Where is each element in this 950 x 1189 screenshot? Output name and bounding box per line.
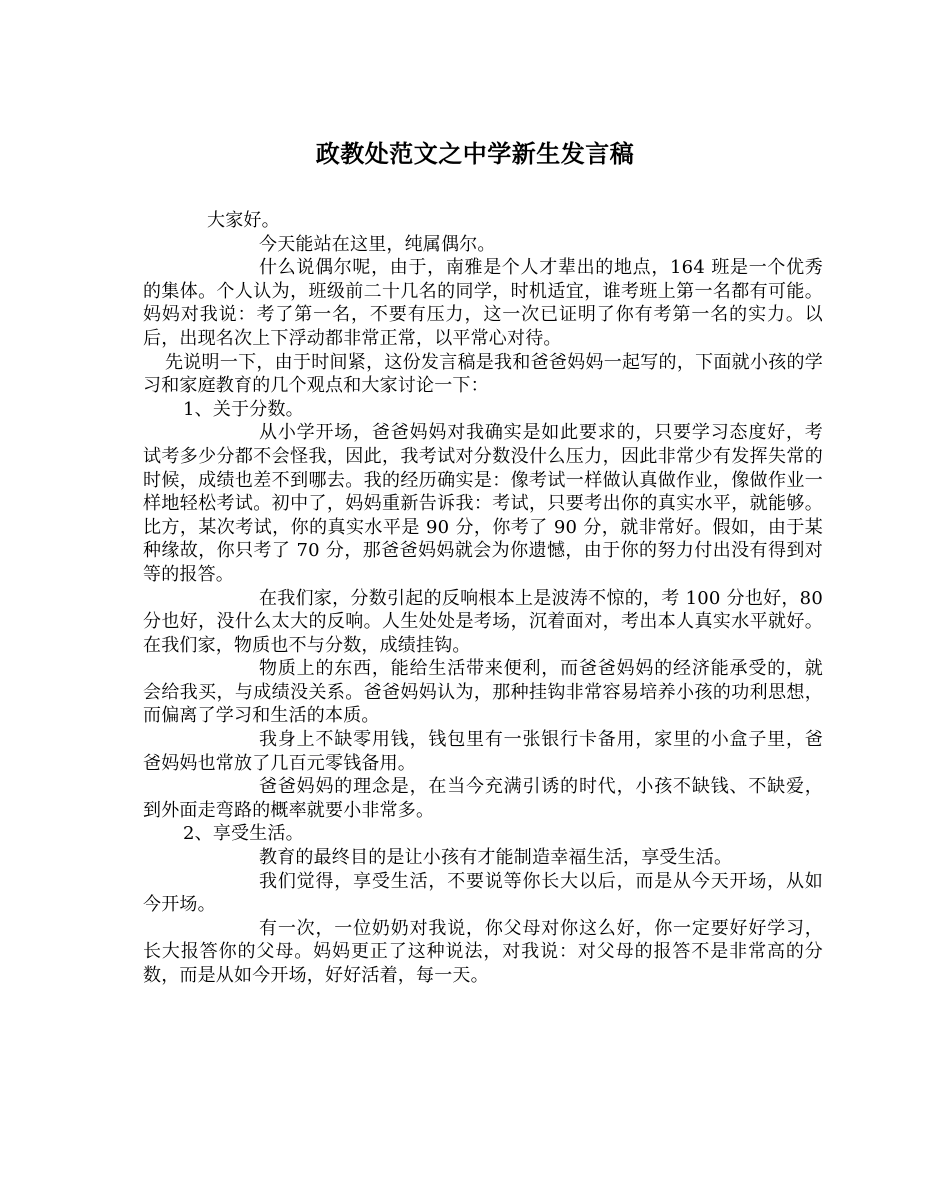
paragraph: 大家好。	[207, 210, 280, 231]
paragraph: 我身上不缺零用钱，钱包里有一张银行卡备用，家里的小盒子里，爸爸妈妈也常放了几百元零钱备用。	[143, 729, 823, 774]
paragraph: 教育的最终目的是让小孩有才能制造幸福生活，享受生活。	[259, 847, 733, 869]
paragraph: 在我们家，分数引起的反响根本上是波涛不惊的，考 100 分也好，80 分也好，没什么太大的反响。人生处处是考场，沉着面对，考出本人真实水平就好。在我们家，物质也不与分数，成绩挂钩。	[143, 587, 823, 656]
paragraph: 什么说偶尔呢，由于，南雅是个人才辈出的地点，164 班是一个优秀的集体。个人认为，班级前二十几名的同学，时机适宜，谁考班上第一名都有可能。妈妈对我说：考了第一名，不要有压力，这一次已证明了你有考第一名的实力。以后，出现名次上下浮动都非常正常，以平常心对待。	[143, 257, 823, 349]
paragraph: 今天能站在这里，纯属偶尔。	[259, 233, 496, 255]
paragraph: 先说明一下，由于时间紧，这份发言稿是我和爸爸妈妈一起写的，下面就小孩的学习和家庭教育的几个观点和大家讨论一下：	[143, 351, 823, 397]
section-heading: 1、关于分数。	[183, 398, 304, 420]
document-body	[143, 209, 823, 988]
section-heading: 2、享受生活。	[183, 823, 304, 845]
paragraph: 爸爸妈妈的理念是，在当今充满引诱的时代，小孩不缺钱、不缺爱，到外面走弯路的概率就要小非常多。	[143, 776, 823, 821]
paragraph: 我们觉得，享受生活，不要说等你长大以后，而是从今天开场，从如今开场。	[143, 870, 823, 916]
paragraph: 从小学开场，爸爸妈妈对我确实是如此要求的，只要学习态度好，考试考多少分都不会怪我，因此，我考试对分数没什么压力，因此非常少有发挥失常的时候，成绩也差不到哪去。我的经历确实是：像考试一样做认真做作业，像做作业一样地轻松考试。初中了，妈妈重新告诉我：考试，只要考出你的真实水平，就能够。比方，某次考试，你的真实水平是 90 分，你考了 90 分，就非常好。假如，由于某种缘故，你只考了 70 分，那爸爸妈妈就会为你遗憾，由于你的努力付出没有得到对等的报答。	[143, 422, 823, 585]
paragraph: 物质上的东西，能给生活带来便利，而爸爸妈妈的经济能承受的，就会给我买，与成绩没关系。爸爸妈妈认为，那种挂钩非常容易培养小孩的功利思想，而偏离了学习和生活的本质。	[143, 658, 823, 727]
paragraph: 有一次，一位奶奶对我说，你父母对你这么好，你一定要好好学习，长大报答你的父母。妈妈更正了这种说法，对我说：对父母的报答不是非常高的分数，而是从如今开场，好好活着，每一天。	[143, 917, 823, 986]
document-title: 政教处范文之中学新生发言稿	[315, 139, 635, 168]
